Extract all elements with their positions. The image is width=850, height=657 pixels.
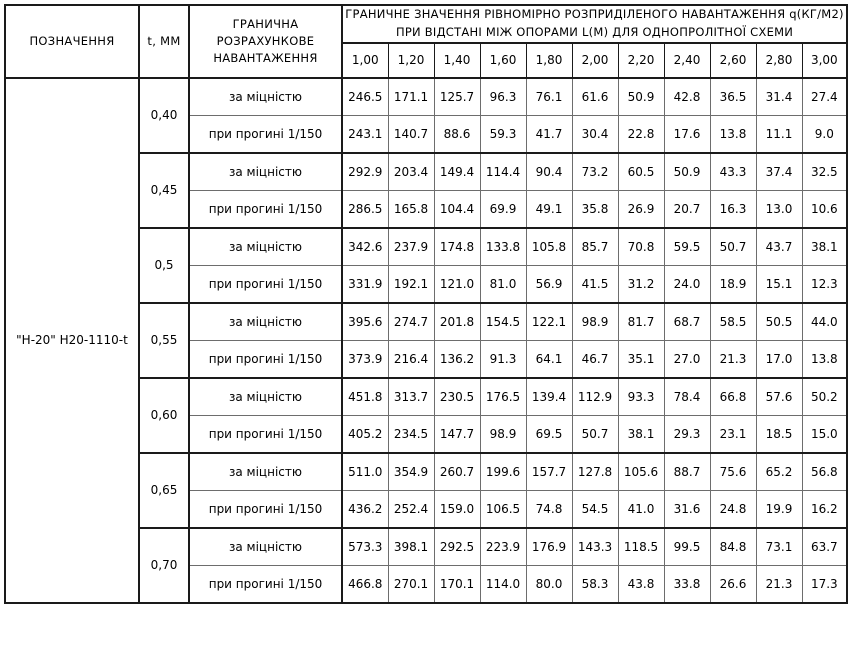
value-cell: 342.6 bbox=[342, 228, 388, 266]
criterion-cell: за міцністю bbox=[189, 228, 342, 266]
span-column-header: 1,00 bbox=[342, 43, 388, 78]
value-cell: 313.7 bbox=[388, 378, 434, 416]
value-cell: 98.9 bbox=[572, 303, 618, 341]
value-cell: 436.2 bbox=[342, 490, 388, 528]
header-span-block: ГРАНИЧНЕ ЗНАЧЕННЯ РІВНОМІРНО РОЗПРИДІЛЕНОГО НАВАНТАЖЕННЯ q(КГ/М2) ПРИ ВІДСТАНІ МІЖ ОПОРАМИ L(М) ДЛЯ ОДНОПРОЛІТНОЇ СХЕМИ bbox=[342, 5, 847, 43]
criterion-cell: за міцністю bbox=[189, 453, 342, 491]
value-cell: 143.3 bbox=[572, 528, 618, 566]
value-cell: 93.3 bbox=[618, 378, 664, 416]
value-cell: 32.5 bbox=[802, 153, 847, 191]
value-cell: 395.6 bbox=[342, 303, 388, 341]
value-cell: 140.7 bbox=[388, 115, 434, 153]
value-cell: 29.3 bbox=[664, 415, 710, 453]
value-cell: 69.5 bbox=[526, 415, 572, 453]
value-cell: 59.3 bbox=[480, 115, 526, 153]
value-cell: 21.3 bbox=[710, 340, 756, 378]
value-cell: 81.7 bbox=[618, 303, 664, 341]
value-cell: 24.0 bbox=[664, 265, 710, 303]
value-cell: 192.1 bbox=[388, 265, 434, 303]
value-cell: 122.1 bbox=[526, 303, 572, 341]
value-cell: 13.8 bbox=[802, 340, 847, 378]
criterion-cell: при прогині 1/150 bbox=[189, 265, 342, 303]
value-cell: 354.9 bbox=[388, 453, 434, 491]
value-cell: 12.3 bbox=[802, 265, 847, 303]
table-body bbox=[5, 78, 847, 603]
value-cell: 64.1 bbox=[526, 340, 572, 378]
value-cell: 147.7 bbox=[434, 415, 480, 453]
value-cell: 50.7 bbox=[710, 228, 756, 266]
value-cell: 73.1 bbox=[756, 528, 802, 566]
value-cell: 50.2 bbox=[802, 378, 847, 416]
thickness-cell: 0,5 bbox=[139, 228, 189, 303]
criterion-cell: при прогині 1/150 bbox=[189, 340, 342, 378]
value-cell: 223.9 bbox=[480, 528, 526, 566]
value-cell: 46.7 bbox=[572, 340, 618, 378]
value-cell: 66.8 bbox=[710, 378, 756, 416]
header-designation: ПОЗНАЧЕННЯ bbox=[5, 5, 139, 78]
value-cell: 43.3 bbox=[710, 153, 756, 191]
thickness-cell: 0,60 bbox=[139, 378, 189, 453]
thickness-cell: 0,70 bbox=[139, 528, 189, 603]
value-cell: 118.5 bbox=[618, 528, 664, 566]
value-cell: 80.0 bbox=[526, 565, 572, 603]
criterion-cell: за міцністю bbox=[189, 153, 342, 191]
value-cell: 49.1 bbox=[526, 190, 572, 228]
value-cell: 43.8 bbox=[618, 565, 664, 603]
value-cell: 176.9 bbox=[526, 528, 572, 566]
span-column-header: 2,40 bbox=[664, 43, 710, 78]
value-cell: 17.0 bbox=[756, 340, 802, 378]
value-cell: 398.1 bbox=[388, 528, 434, 566]
value-cell: 331.9 bbox=[342, 265, 388, 303]
value-cell: 37.4 bbox=[756, 153, 802, 191]
value-cell: 13.8 bbox=[710, 115, 756, 153]
value-cell: 41.0 bbox=[618, 490, 664, 528]
value-cell: 59.5 bbox=[664, 228, 710, 266]
value-cell: 68.7 bbox=[664, 303, 710, 341]
header-row-main bbox=[5, 5, 847, 43]
value-cell: 16.2 bbox=[802, 490, 847, 528]
value-cell: 159.0 bbox=[434, 490, 480, 528]
value-cell: 69.9 bbox=[480, 190, 526, 228]
criterion-cell: при прогині 1/150 bbox=[189, 565, 342, 603]
value-cell: 18.9 bbox=[710, 265, 756, 303]
value-cell: 106.5 bbox=[480, 490, 526, 528]
span-column-header: 2,20 bbox=[618, 43, 664, 78]
value-cell: 31.6 bbox=[664, 490, 710, 528]
header-thickness: t, ММ bbox=[139, 5, 189, 78]
criterion-cell: за міцністю bbox=[189, 78, 342, 116]
value-cell: 50.9 bbox=[618, 78, 664, 116]
value-cell: 260.7 bbox=[434, 453, 480, 491]
value-cell: 154.5 bbox=[480, 303, 526, 341]
value-cell: 21.3 bbox=[756, 565, 802, 603]
span-column-header: 2,80 bbox=[756, 43, 802, 78]
value-cell: 105.6 bbox=[618, 453, 664, 491]
value-cell: 35.8 bbox=[572, 190, 618, 228]
value-cell: 203.4 bbox=[388, 153, 434, 191]
value-cell: 50.7 bbox=[572, 415, 618, 453]
thickness-cell: 0,65 bbox=[139, 453, 189, 528]
value-cell: 56.8 bbox=[802, 453, 847, 491]
value-cell: 73.2 bbox=[572, 153, 618, 191]
value-cell: 270.1 bbox=[388, 565, 434, 603]
value-cell: 274.7 bbox=[388, 303, 434, 341]
value-cell: 65.2 bbox=[756, 453, 802, 491]
value-cell: 112.9 bbox=[572, 378, 618, 416]
value-cell: 17.6 bbox=[664, 115, 710, 153]
criterion-cell: за міцністю bbox=[189, 528, 342, 566]
value-cell: 10.6 bbox=[802, 190, 847, 228]
span-column-header: 2,60 bbox=[710, 43, 756, 78]
value-cell: 139.4 bbox=[526, 378, 572, 416]
thickness-cell: 0,45 bbox=[139, 153, 189, 228]
value-cell: 104.4 bbox=[434, 190, 480, 228]
value-cell: 36.5 bbox=[710, 78, 756, 116]
value-cell: 157.7 bbox=[526, 453, 572, 491]
value-cell: 216.4 bbox=[388, 340, 434, 378]
value-cell: 114.4 bbox=[480, 153, 526, 191]
span-column-header: 2,00 bbox=[572, 43, 618, 78]
value-cell: 16.3 bbox=[710, 190, 756, 228]
value-cell: 373.9 bbox=[342, 340, 388, 378]
value-cell: 42.8 bbox=[664, 78, 710, 116]
value-cell: 57.6 bbox=[756, 378, 802, 416]
value-cell: 237.9 bbox=[388, 228, 434, 266]
value-cell: 26.6 bbox=[710, 565, 756, 603]
thickness-cell: 0,40 bbox=[139, 78, 189, 153]
value-cell: 99.5 bbox=[664, 528, 710, 566]
value-cell: 43.7 bbox=[756, 228, 802, 266]
value-cell: 76.1 bbox=[526, 78, 572, 116]
value-cell: 50.9 bbox=[664, 153, 710, 191]
value-cell: 176.5 bbox=[480, 378, 526, 416]
value-cell: 22.8 bbox=[618, 115, 664, 153]
value-cell: 41.5 bbox=[572, 265, 618, 303]
value-cell: 246.5 bbox=[342, 78, 388, 116]
value-cell: 20.7 bbox=[664, 190, 710, 228]
value-cell: 38.1 bbox=[802, 228, 847, 266]
value-cell: 56.9 bbox=[526, 265, 572, 303]
value-cell: 38.1 bbox=[618, 415, 664, 453]
value-cell: 165.8 bbox=[388, 190, 434, 228]
value-cell: 58.3 bbox=[572, 565, 618, 603]
value-cell: 136.2 bbox=[434, 340, 480, 378]
value-cell: 19.9 bbox=[756, 490, 802, 528]
value-cell: 91.3 bbox=[480, 340, 526, 378]
value-cell: 33.8 bbox=[664, 565, 710, 603]
criterion-cell: при прогині 1/150 bbox=[189, 490, 342, 528]
value-cell: 15.0 bbox=[802, 415, 847, 453]
value-cell: 88.7 bbox=[664, 453, 710, 491]
value-cell: 405.2 bbox=[342, 415, 388, 453]
value-cell: 30.4 bbox=[572, 115, 618, 153]
value-cell: 451.8 bbox=[342, 378, 388, 416]
value-cell: 511.0 bbox=[342, 453, 388, 491]
value-cell: 13.0 bbox=[756, 190, 802, 228]
value-cell: 54.5 bbox=[572, 490, 618, 528]
value-cell: 27.0 bbox=[664, 340, 710, 378]
value-cell: 11.1 bbox=[756, 115, 802, 153]
value-cell: 41.7 bbox=[526, 115, 572, 153]
span-column-header: 1,20 bbox=[388, 43, 434, 78]
thickness-cell: 0,55 bbox=[139, 303, 189, 378]
value-cell: 31.2 bbox=[618, 265, 664, 303]
value-cell: 133.8 bbox=[480, 228, 526, 266]
value-cell: 170.1 bbox=[434, 565, 480, 603]
value-cell: 105.8 bbox=[526, 228, 572, 266]
value-cell: 466.8 bbox=[342, 565, 388, 603]
value-cell: 18.5 bbox=[756, 415, 802, 453]
value-cell: 27.4 bbox=[802, 78, 847, 116]
header-criterion: ГРАНИЧНА РОЗРАХУНКОВЕ НАВАНТАЖЕННЯ bbox=[189, 5, 342, 78]
value-cell: 60.5 bbox=[618, 153, 664, 191]
value-cell: 61.6 bbox=[572, 78, 618, 116]
value-cell: 9.0 bbox=[802, 115, 847, 153]
value-cell: 201.8 bbox=[434, 303, 480, 341]
span-column-header: 1,60 bbox=[480, 43, 526, 78]
value-cell: 149.4 bbox=[434, 153, 480, 191]
value-cell: 31.4 bbox=[756, 78, 802, 116]
criterion-cell: при прогині 1/150 bbox=[189, 115, 342, 153]
value-cell: 90.4 bbox=[526, 153, 572, 191]
value-cell: 15.1 bbox=[756, 265, 802, 303]
criterion-cell: за міцністю bbox=[189, 378, 342, 416]
value-cell: 58.5 bbox=[710, 303, 756, 341]
value-cell: 174.8 bbox=[434, 228, 480, 266]
load-capacity-table bbox=[4, 4, 848, 604]
value-cell: 24.8 bbox=[710, 490, 756, 528]
value-cell: 125.7 bbox=[434, 78, 480, 116]
span-column-header: 1,40 bbox=[434, 43, 480, 78]
value-cell: 74.8 bbox=[526, 490, 572, 528]
value-cell: 17.3 bbox=[802, 565, 847, 603]
value-cell: 96.3 bbox=[480, 78, 526, 116]
criterion-cell: за міцністю bbox=[189, 303, 342, 341]
value-cell: 292.5 bbox=[434, 528, 480, 566]
table-row bbox=[5, 78, 847, 116]
value-cell: 573.3 bbox=[342, 528, 388, 566]
value-cell: 114.0 bbox=[480, 565, 526, 603]
value-cell: 234.5 bbox=[388, 415, 434, 453]
span-column-header: 3,00 bbox=[802, 43, 847, 78]
value-cell: 98.9 bbox=[480, 415, 526, 453]
value-cell: 70.8 bbox=[618, 228, 664, 266]
value-cell: 252.4 bbox=[388, 490, 434, 528]
value-cell: 63.7 bbox=[802, 528, 847, 566]
value-cell: 50.5 bbox=[756, 303, 802, 341]
value-cell: 84.8 bbox=[710, 528, 756, 566]
span-column-header: 1,80 bbox=[526, 43, 572, 78]
value-cell: 121.0 bbox=[434, 265, 480, 303]
table-header bbox=[5, 5, 847, 78]
value-cell: 171.1 bbox=[388, 78, 434, 116]
value-cell: 85.7 bbox=[572, 228, 618, 266]
designation-cell: "Н-20" Н20-1110-t bbox=[5, 78, 139, 603]
criterion-cell: при прогині 1/150 bbox=[189, 415, 342, 453]
value-cell: 292.9 bbox=[342, 153, 388, 191]
value-cell: 81.0 bbox=[480, 265, 526, 303]
value-cell: 127.8 bbox=[572, 453, 618, 491]
value-cell: 23.1 bbox=[710, 415, 756, 453]
criterion-cell: при прогині 1/150 bbox=[189, 190, 342, 228]
value-cell: 78.4 bbox=[664, 378, 710, 416]
value-cell: 26.9 bbox=[618, 190, 664, 228]
value-cell: 243.1 bbox=[342, 115, 388, 153]
value-cell: 44.0 bbox=[802, 303, 847, 341]
value-cell: 75.6 bbox=[710, 453, 756, 491]
value-cell: 199.6 bbox=[480, 453, 526, 491]
value-cell: 35.1 bbox=[618, 340, 664, 378]
value-cell: 286.5 bbox=[342, 190, 388, 228]
value-cell: 88.6 bbox=[434, 115, 480, 153]
value-cell: 230.5 bbox=[434, 378, 480, 416]
